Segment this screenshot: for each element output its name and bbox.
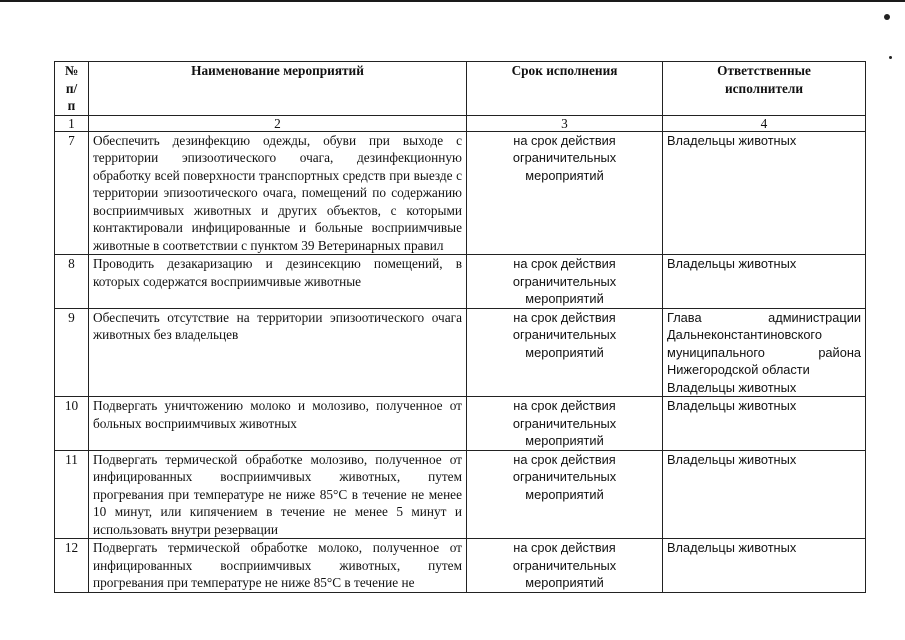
measure-responsible: [663, 308, 866, 397]
responsible-line: Нижегородской области: [667, 362, 810, 377]
column-number: 4: [663, 115, 866, 131]
row-number: 11: [55, 450, 89, 539]
measure-name: Проводить дезакаризацию и дезинсекцию помещений, в которых содержатся восприимчивые животные: [89, 255, 467, 309]
measure-name: Подвергать термической обработке молоко, полученное от инфицированных восприимчивых животных, путем прогревания при температуре не ниже 85°С в течение не: [89, 539, 467, 593]
scan-speck: [884, 14, 890, 20]
responsible-line: Владельцы животных: [667, 451, 797, 467]
measure-responsible: [663, 450, 866, 539]
measure-name: Подвергать термической обработке молозиво, полученное от инфицированных восприимчивых животных, путем прогревания при температуре не ниже 85°С в течение не менее 10 минут, или кипячением в течение не менее 5 минут и использовать внутри резервации: [89, 450, 467, 539]
column-number: 1: [55, 115, 89, 131]
row-number: 9: [55, 308, 89, 397]
measure-responsible: [663, 539, 866, 593]
table-row: [55, 255, 866, 309]
measure-term: на срок действия ограничительных мероприятий: [467, 450, 663, 539]
table-header-row: [55, 62, 866, 116]
table-row: [55, 308, 866, 397]
responsible-line: муниципального района: [667, 344, 861, 360]
row-number: 10: [55, 397, 89, 451]
measures-table: [54, 61, 866, 593]
measure-term: на срок действия ограничительных мероприятий: [467, 255, 663, 309]
measure-term: на срок действия ограничительных мероприятий: [467, 308, 663, 397]
measure-responsible: [663, 397, 866, 451]
table-row: [55, 397, 866, 451]
table-row: [55, 539, 866, 593]
header-resp: Ответственные исполнители: [663, 62, 866, 116]
measure-responsible: [663, 255, 866, 309]
responsible-line: Глава администрации: [667, 309, 861, 325]
responsible-line: Владельцы животных: [667, 540, 797, 555]
column-number-row: [55, 115, 866, 131]
responsible-line: Дальнеконстантиновского: [667, 327, 822, 342]
row-number: 12: [55, 539, 89, 593]
row-number: 8: [55, 255, 89, 309]
measure-term: на срок действия ограничительных мероприятий: [467, 539, 663, 593]
header-term: Срок исполнения: [467, 62, 663, 116]
header-name: Наименование мероприятий: [89, 62, 467, 116]
measure-term: на срок действия ограничительных мероприятий: [467, 397, 663, 451]
scan-top-edge: [0, 0, 905, 2]
responsible-line: Владельцы животных: [667, 379, 797, 395]
column-number: 2: [89, 115, 467, 131]
measure-name: Подвергать уничтожению молоко и молозиво, полученное от больных восприимчивых животных: [89, 397, 467, 451]
responsible-line: Владельцы животных: [667, 398, 797, 413]
responsible-line: Владельцы животных: [667, 256, 797, 271]
header-num: № п/п: [55, 62, 89, 116]
measure-name: Обеспечить дезинфекцию одежды, обуви при выходе с территории эпизоотического очага, дезинфекционную обработку всей поверхности транспортных средств при выезде с территории эпизоотического очага, помещений по содержанию восприимчивых животных и других объектов, с которыми контактировали инфицированные и больные восприимчивые животные в соответствии с пунктом 39 Ветеринарных правил: [89, 131, 467, 255]
measure-responsible: [663, 131, 866, 255]
scan-speck: [889, 56, 892, 59]
measure-name: Обеспечить отсутствие на территории эпизоотического очага животных без владельцев: [89, 308, 467, 397]
table-row: [55, 131, 866, 255]
responsible-line: Владельцы животных: [667, 132, 797, 148]
measure-term: на срок действия ограничительных мероприятий: [467, 131, 663, 255]
column-number: 3: [467, 115, 663, 131]
row-number: 7: [55, 131, 89, 255]
table-row: [55, 450, 866, 539]
